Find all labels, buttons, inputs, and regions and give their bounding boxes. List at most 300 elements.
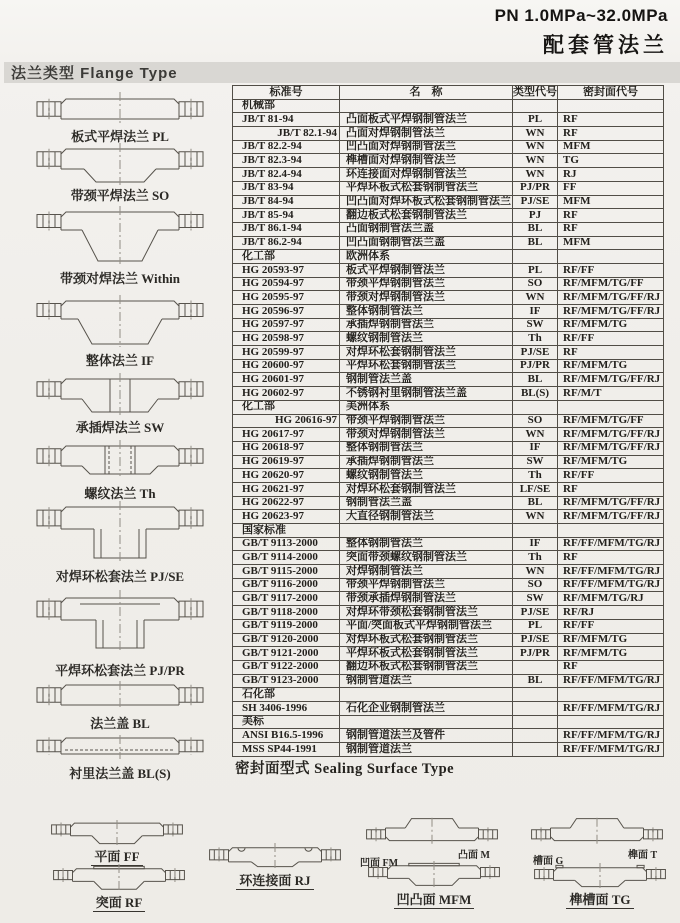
table-cell: PJ [513, 209, 558, 223]
table-row [233, 332, 664, 346]
table-cell: 螺纹钢制管法兰 [340, 332, 513, 346]
table-cell: GB/T 9113-2000 [233, 537, 340, 551]
table-cell [340, 688, 513, 702]
table-cell: 平焊环板式松套钢制管法兰 [340, 647, 513, 661]
bl-flange-drawing [35, 681, 205, 709]
table-cell: HG 20617-97 [233, 428, 340, 442]
table-cell [513, 715, 558, 729]
table-cell: BL [513, 674, 558, 688]
table-cell: RF/MFM/TG [558, 359, 664, 373]
table-cell [558, 688, 664, 702]
table-cell: TG [558, 154, 664, 168]
table-cell: HG 20620-97 [233, 469, 340, 483]
table-cell: WN [513, 510, 558, 524]
flange-diagram-sw [35, 373, 205, 436]
if-flange-drawing [35, 295, 205, 347]
table-cell: JB/T 86.2-94 [233, 236, 340, 250]
table-cell: WN [513, 127, 558, 141]
table-head [233, 86, 664, 100]
table-cell: GB/T 9118-2000 [233, 606, 340, 620]
sealing-label-g: 槽面 G [533, 856, 564, 867]
table-cell: HG 20618-97 [233, 441, 340, 455]
table-cell [513, 701, 558, 715]
table-cell: 机械部 [233, 99, 340, 113]
column-header: 标准号 [233, 86, 340, 100]
table-cell: WN [513, 565, 558, 579]
table-row [233, 701, 664, 715]
flange-diagram-if [35, 295, 205, 369]
table-row [233, 510, 664, 524]
table-cell: RF [558, 127, 664, 141]
table-cell: FF [558, 181, 664, 195]
sealing-label-rf: 突面 RF [93, 895, 146, 912]
table-cell: WN [513, 140, 558, 154]
table-cell: Th [513, 332, 558, 346]
table-cell [513, 524, 558, 538]
table-row [233, 99, 664, 113]
table-cell [558, 99, 664, 113]
flange-label-if: 整体法兰 IF [85, 353, 155, 368]
sealing-diagram-t [530, 817, 664, 844]
table-cell: RF/MFM/TG [558, 455, 664, 469]
table-cell: HG 20597-97 [233, 318, 340, 332]
table-cell: RF/MFM/TG/FF/RJ [558, 291, 664, 305]
table-row [233, 263, 664, 277]
table-cell: 大直径钢制管法兰 [340, 510, 513, 524]
table-cell [513, 250, 558, 264]
table-row [233, 168, 664, 182]
table-cell: HG 20622-97 [233, 496, 340, 510]
table-cell: GB/T 9120-2000 [233, 633, 340, 647]
table-cell: 化工部 [233, 400, 340, 414]
table-cell [340, 524, 513, 538]
column-header: 类型代号 [513, 85, 557, 98]
table-row [233, 359, 664, 373]
table-cell: RF/MFM/TG/FF [558, 277, 664, 291]
table-cell: HG 20600-97 [233, 359, 340, 373]
column-header: 名 称 [340, 86, 513, 100]
table-cell: 美洲体系 [340, 400, 513, 414]
table-row [233, 551, 664, 565]
sealing-label-ff: 平面 FF [91, 849, 142, 866]
table-cell: 钢制管道法兰 [340, 743, 513, 757]
table-cell: IF [513, 305, 558, 319]
table-cell: RF [558, 113, 664, 127]
table-row [233, 660, 664, 674]
table-cell: HG 20593-97 [233, 263, 340, 277]
table-cell: 带颈对焊钢制管法兰 [340, 291, 513, 305]
table-row [233, 743, 664, 757]
table-cell: 翻边环板式松套钢制管法兰 [340, 660, 513, 674]
flange-label-th: 螺纹法兰 Th [84, 486, 156, 501]
table-cell: PL [513, 619, 558, 633]
table-cell: RF [558, 346, 664, 360]
table-cell: RF/MFM/TG/FF/RJ [558, 373, 664, 387]
table-cell: WN [513, 428, 558, 442]
flange-label-bls: 衬里法兰盖 BL(S) [69, 766, 171, 781]
table-cell: RF/FF/MFM/TG/RJ [558, 578, 664, 592]
table-cell: RF/FF/MFM/TG/RJ [558, 537, 664, 551]
table-cell: PJ/PR [513, 647, 558, 661]
table-cell [513, 99, 558, 113]
table-cell: HG 20619-97 [233, 455, 340, 469]
table-cell: SW [513, 455, 558, 469]
table-cell: JB/T 84-94 [233, 195, 340, 209]
table-cell: MSS SP44-1991 [233, 743, 340, 757]
table-cell: 钢制管法兰盖 [340, 496, 513, 510]
table-cell: RF/FF/MFM/TG/RJ [558, 743, 664, 757]
table-cell: PJ/SE [513, 346, 558, 360]
table-cell: RF/FF [558, 619, 664, 633]
table-cell: 不锈钢衬里钢制管法兰盖 [340, 387, 513, 401]
table-cell: RF/MFM/TG [558, 647, 664, 661]
table-cell: RJ [558, 168, 664, 182]
table-cell: JB/T 86.1-94 [233, 222, 340, 236]
pressure-range: PN 1.0MPa~32.0MPa [494, 6, 668, 25]
flange-label-sw: 承插焊法兰 SW [75, 420, 165, 435]
table-row [233, 291, 664, 305]
table-cell [340, 715, 513, 729]
sealing-diagram-ff [50, 820, 184, 865]
so-flange-drawing [35, 143, 205, 185]
table-cell: JB/T 81-94 [233, 113, 340, 127]
table-cell: WN [513, 291, 558, 305]
table-cell: PJ/SE [513, 606, 558, 620]
table-cell: RF/MFM/TG/FF/RJ [558, 496, 664, 510]
table-cell: RF/FF/MFM/TG/RJ [558, 674, 664, 688]
sealing-diagram-tg [533, 863, 667, 908]
table-cell: RF/FF [558, 332, 664, 346]
table-cell: GB/T 9117-2000 [233, 592, 340, 606]
table-cell: 国家标准 [233, 524, 340, 538]
table-cell: MFM [558, 236, 664, 250]
table-row [233, 619, 664, 633]
table-cell: JB/T 82.1-94 [233, 127, 340, 141]
table-row [233, 469, 664, 483]
table-row [233, 127, 664, 141]
table-cell: RF/RJ [558, 606, 664, 620]
table-cell: 凹凸面钢制管法兰盖 [340, 236, 513, 250]
table-cell [558, 400, 664, 414]
table-cell: GB/T 9114-2000 [233, 551, 340, 565]
table-cell: 凸面板式平焊钢制管法兰 [340, 113, 513, 127]
bls-flange-drawing [35, 735, 205, 759]
table-cell: JB/T 82.3-94 [233, 154, 340, 168]
table-cell: PJ/PR [513, 181, 558, 195]
ff-face-drawing [50, 820, 184, 845]
table-cell: 整体钢制管法兰 [340, 441, 513, 455]
table-cell: HG 20598-97 [233, 332, 340, 346]
table-cell: GB/T 9121-2000 [233, 647, 340, 661]
table-row [233, 181, 664, 195]
table-cell: RF/FF/MFM/TG/RJ [558, 729, 664, 743]
flange-diagram-bl [35, 681, 205, 732]
table-body [233, 99, 664, 756]
sealing-label-fm: 凹面 FM [360, 858, 399, 869]
table-row [233, 209, 664, 223]
flange-diagram-pl [35, 92, 205, 145]
table-cell: 承插焊钢制管法兰 [340, 318, 513, 332]
table-cell: BL [513, 373, 558, 387]
table-row [233, 441, 664, 455]
table-row [233, 647, 664, 661]
m-face-drawing [365, 817, 499, 844]
table-row [233, 578, 664, 592]
table-cell: RF/FF/MFM/TG/RJ [558, 701, 664, 715]
table-row [233, 250, 664, 264]
flange-label-wn: 带颈对焊法兰 Within [59, 271, 181, 286]
table-cell: GB/T 9116-2000 [233, 578, 340, 592]
table-cell: PJ/SE [513, 633, 558, 647]
table-row [233, 592, 664, 606]
table-cell: RF/MFM/TG/FF [558, 414, 664, 428]
table-cell [340, 99, 513, 113]
flange-diagram-pjse [35, 501, 205, 585]
standards-table [232, 85, 664, 757]
table-cell: 突面带颈螺纹钢制管法兰 [340, 551, 513, 565]
table-cell: WN [513, 154, 558, 168]
th-flange-drawing [35, 440, 205, 476]
table-cell: GB/T 9119-2000 [233, 619, 340, 633]
table-cell: 板式平焊钢制管法兰 [340, 263, 513, 277]
table-cell: ANSI B16.5-1996 [233, 729, 340, 743]
table-cell: MFM [558, 140, 664, 154]
table-cell: 带颈承插焊钢制管法兰 [340, 592, 513, 606]
table-cell: 带颈平焊钢制管法兰 [340, 277, 513, 291]
sealing-diagram-rf [52, 864, 186, 911]
flange-label-pl: 板式平焊法兰 PL [71, 129, 169, 144]
table-cell [558, 250, 664, 264]
table-row [233, 537, 664, 551]
table-cell: PL [513, 113, 558, 127]
flange-label-bl: 法兰盖 BL [90, 716, 150, 731]
table-cell: 平焊环板式松套钢制管法兰 [340, 181, 513, 195]
table-cell: GB/T 9122-2000 [233, 660, 340, 674]
table-cell: RF/MFM/TG [558, 318, 664, 332]
table-cell: 对焊环带颈松套钢制管法兰 [340, 606, 513, 620]
table-row [233, 305, 664, 319]
table-row [233, 195, 664, 209]
table-cell: JB/T 83-94 [233, 181, 340, 195]
sealing-surface-heading: 密封面型式 Sealing Surface Type [235, 761, 455, 777]
table-cell: HG 20595-97 [233, 291, 340, 305]
table-cell: RF [558, 222, 664, 236]
pjse-flange-drawing [35, 501, 205, 561]
table-cell: HG 20599-97 [233, 346, 340, 360]
column-header: 密封面代号 [558, 86, 664, 100]
table-cell: GB/T 9115-2000 [233, 565, 340, 579]
table-row [233, 373, 664, 387]
table-cell: RF/MFM/TG/FF/RJ [558, 305, 664, 319]
table-cell: LF/SE [513, 482, 558, 496]
table-cell: 整体钢制管法兰 [340, 537, 513, 551]
table-cell: JB/T 82.4-94 [233, 168, 340, 182]
sealing-label-rj: 环连接面 RJ [236, 873, 313, 890]
table-cell: 钢制管道法兰 [340, 674, 513, 688]
table-cell: BL [513, 496, 558, 510]
table-cell: RF [558, 660, 664, 674]
table-cell: RF/M/T [558, 387, 664, 401]
flange-label-pjpr: 平焊环松套法兰 PJ/PR [55, 663, 185, 678]
table-cell: SW [513, 318, 558, 332]
rf-face-drawing [52, 864, 186, 891]
sealing-diagram-rj [208, 843, 342, 889]
table-cell: GB/T 9123-2000 [233, 674, 340, 688]
table-cell: HG 20621-97 [233, 482, 340, 496]
table-cell: SH 3406-1996 [233, 701, 340, 715]
table-cell: MFM [558, 195, 664, 209]
table-cell: IF [513, 441, 558, 455]
table-row [233, 482, 664, 496]
table-cell: PJ/PR [513, 359, 558, 373]
table-cell: 钢制管道法兰及管件 [340, 729, 513, 743]
table-cell: HG 20601-97 [233, 373, 340, 387]
flange-diagram-wn [35, 206, 205, 287]
table-cell: 带颈平焊钢制管法兰 [340, 414, 513, 428]
table-cell [513, 400, 558, 414]
table-cell: 对焊环松套钢制管法兰 [340, 346, 513, 360]
table-cell: 美标 [233, 715, 340, 729]
table-cell: SO [513, 277, 558, 291]
table-cell: 凹凸面对焊钢制管法兰 [340, 140, 513, 154]
table-cell: WN [513, 168, 558, 182]
table-cell [558, 524, 664, 538]
table-cell: RF/MFM/TG/RJ [558, 592, 664, 606]
table-cell: 平焊环松套钢制管法兰 [340, 359, 513, 373]
table-row [233, 565, 664, 579]
t-face-drawing [530, 817, 664, 844]
flange-diagram-so [35, 143, 205, 204]
table-cell: SW [513, 592, 558, 606]
table-cell: 对焊环松套钢制管法兰 [340, 482, 513, 496]
table-row [233, 715, 664, 729]
table-cell: BL [513, 236, 558, 250]
table-cell: HG 20602-97 [233, 387, 340, 401]
table-cell: 钢制管法兰盖 [340, 373, 513, 387]
table-cell: 对焊环板式松套钢制管法兰 [340, 633, 513, 647]
wn-flange-drawing [35, 206, 205, 264]
header-row [233, 86, 664, 100]
table-row [233, 222, 664, 236]
table-cell: HG 20616-97 [233, 414, 340, 428]
table-row [233, 113, 664, 127]
flange-diagram-th [35, 440, 205, 502]
table-row [233, 455, 664, 469]
flange-diagram-pjpr [35, 590, 205, 679]
table-cell: RF [558, 551, 664, 565]
table-cell: 承插焊钢制管法兰 [340, 455, 513, 469]
table-cell: 整体钢制管法兰 [340, 305, 513, 319]
pjpr-flange-drawing [35, 590, 205, 652]
table-row [233, 236, 664, 250]
table-row [233, 496, 664, 510]
table-row [233, 154, 664, 168]
table-cell: 榫槽面对焊钢制管法兰 [340, 154, 513, 168]
table-cell [558, 715, 664, 729]
table-cell: Th [513, 551, 558, 565]
table-cell: Th [513, 469, 558, 483]
table-cell [513, 729, 558, 743]
table-row [233, 729, 664, 743]
table-cell: RF/MFM/TG/FF/RJ [558, 428, 664, 442]
table-cell: HG 20623-97 [233, 510, 340, 524]
table-cell: RF/FF/MFM/TG/RJ [558, 565, 664, 579]
table-cell: 石化部 [233, 688, 340, 702]
table-cell: JB/T 82.2-94 [233, 140, 340, 154]
table-row [233, 318, 664, 332]
table-cell: BL(S) [513, 387, 558, 401]
table-cell: 石化企业钢制管法兰 [340, 701, 513, 715]
table-cell: IF [513, 537, 558, 551]
table-row [233, 140, 664, 154]
page-header [495, 6, 668, 59]
table-cell: PJ/SE [513, 195, 558, 209]
flange-diagram-bls [35, 735, 205, 782]
table-cell: RF/FF [558, 469, 664, 483]
table-cell: 螺纹钢制管法兰 [340, 469, 513, 483]
table-cell: RF/MFM/TG/FF/RJ [558, 441, 664, 455]
table-cell [513, 743, 558, 757]
table-cell: SO [513, 414, 558, 428]
table-cell [513, 660, 558, 674]
table-cell: 欧洲体系 [340, 250, 513, 264]
table-row [233, 387, 664, 401]
table-row [233, 414, 664, 428]
table-cell [513, 688, 558, 702]
table-row [233, 606, 664, 620]
table-cell: RF/FF [558, 263, 664, 277]
table-row [233, 633, 664, 647]
table-cell: 对焊钢制管法兰 [340, 565, 513, 579]
pl-flange-drawing [35, 92, 205, 126]
table-row [233, 428, 664, 442]
table-cell: 带颈对焊钢制管法兰 [340, 428, 513, 442]
page-title: 配套管法兰 [543, 34, 668, 57]
flange-label-so: 带颈平焊法兰 SO [70, 188, 170, 203]
table-cell: 凸面对焊钢制管法兰 [340, 127, 513, 141]
table-row [233, 688, 664, 702]
table-cell: RF/MFM/TG [558, 633, 664, 647]
table-cell: 翻边板式松套钢制管法兰 [340, 209, 513, 223]
table-cell: HG 20594-97 [233, 277, 340, 291]
table-row [233, 674, 664, 688]
table-row [233, 346, 664, 360]
table-cell: 环连接面对焊钢制管法兰 [340, 168, 513, 182]
sealing-diagram-m-fm [365, 817, 499, 844]
flange-type-heading: 法兰类型 Flange Type [11, 65, 178, 82]
table-cell: 化工部 [233, 250, 340, 264]
table-row [233, 277, 664, 291]
table-cell: BL [513, 222, 558, 236]
table-cell: 凸面钢制管法兰盖 [340, 222, 513, 236]
table-cell: RF [558, 209, 664, 223]
table-cell: SO [513, 578, 558, 592]
flange-label-pjse: 对焊环松套法兰 PJ/SE [55, 569, 185, 584]
table-cell: JB/T 85-94 [233, 209, 340, 223]
table-row [233, 524, 664, 538]
table-row [233, 400, 664, 414]
sealing-label-m: 凸面 M [458, 850, 490, 861]
sw-flange-drawing [35, 373, 205, 415]
table-cell: 凹凸面对焊环板式松套钢制管法兰 [340, 195, 513, 209]
rj-face-drawing [208, 843, 342, 868]
table-cell: HG 20596-97 [233, 305, 340, 319]
table-cell: PL [513, 263, 558, 277]
sealing-label-mfm: 凹凸面 MFM [394, 892, 475, 909]
sealing-label-t: 榫面 T [628, 850, 658, 861]
table-cell: 平面/突面板式平焊钢制管法兰 [340, 619, 513, 633]
sealing-label-tg: 榫槽面 TG [566, 892, 633, 909]
